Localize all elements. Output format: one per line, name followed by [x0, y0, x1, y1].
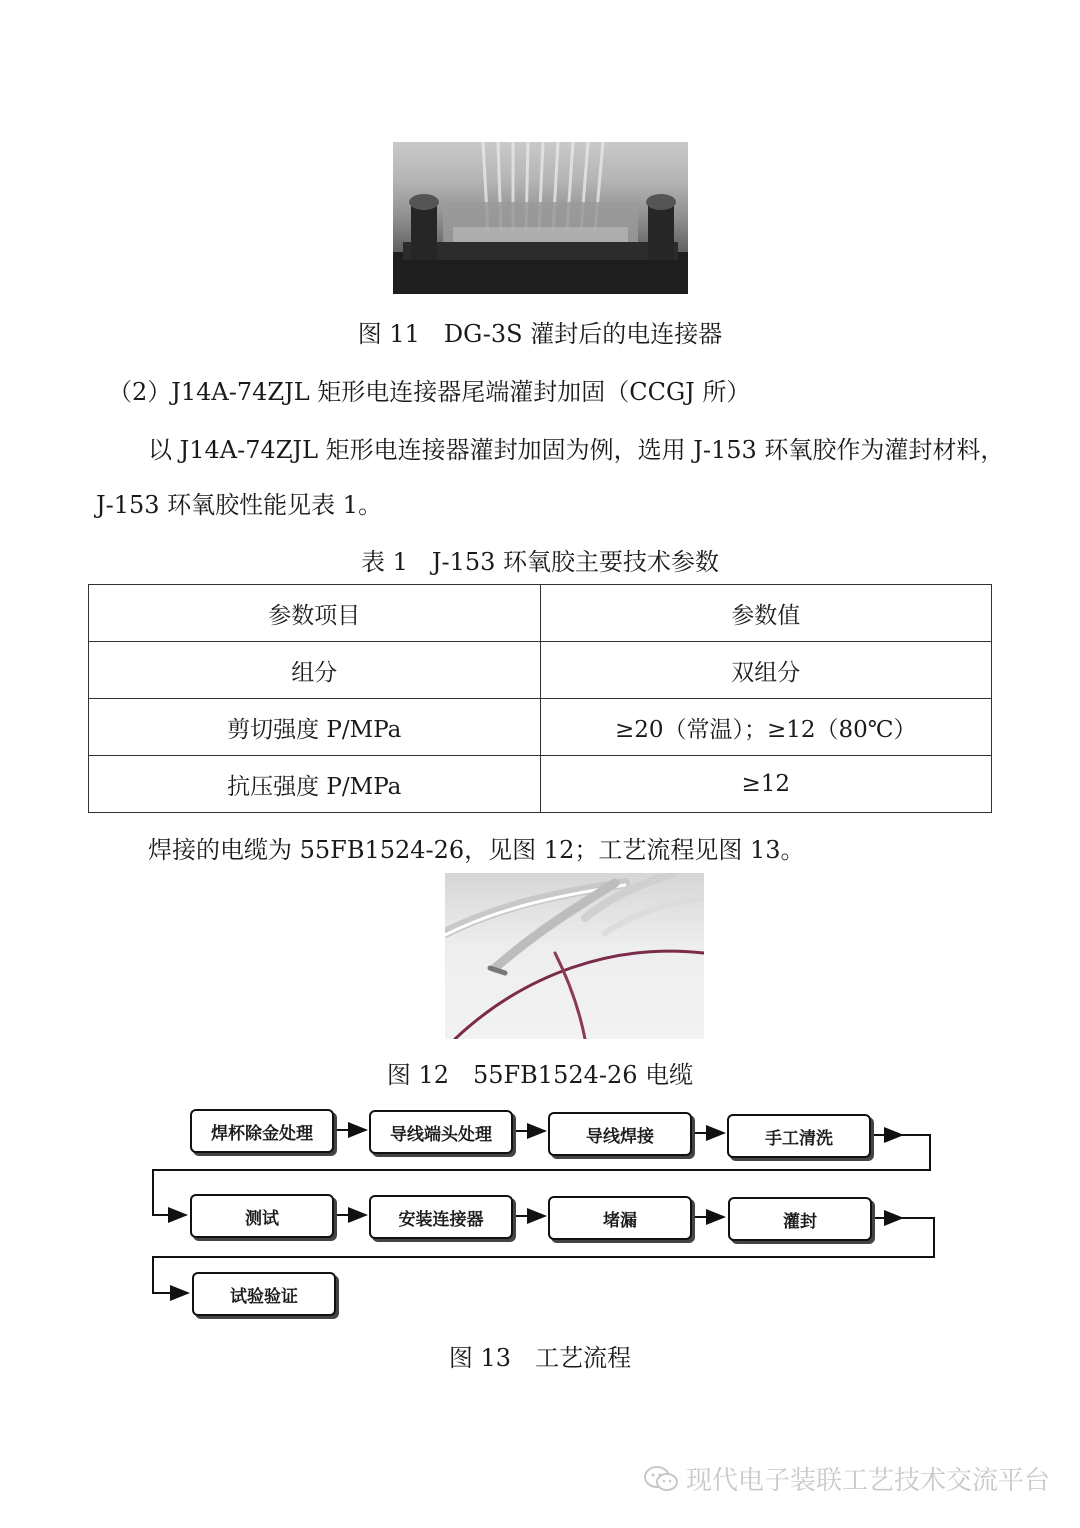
flow-step-leak-plug: 堵漏	[548, 1196, 692, 1240]
figure-12-caption: 图 12 55FB1524-26 电缆	[386, 1061, 694, 1089]
figure-11-caption: 图 11 DG-3S 灌封后的电连接器	[357, 320, 723, 348]
watermark-text: 现代电子装联工艺技术交流平台	[685, 1466, 1050, 1496]
paragraph-1-line-1: 以 J14A-74ZJL 矩形电连接器灌封加固为例，选用 J-153 环氧胶作为灌封材料，	[148, 436, 1005, 464]
flow-step-wire-soldering: 导线焊接	[548, 1112, 692, 1156]
table-cell: 组分	[89, 642, 541, 699]
flow-step-test: 测试	[190, 1194, 334, 1238]
flow-step-wire-end-prep: 导线端头处理	[369, 1110, 513, 1154]
table-cell: 抗压强度 P/MPa	[89, 756, 541, 813]
flow-step-potting: 灌封	[728, 1197, 872, 1241]
figure-13-caption: 图 13 工艺流程	[448, 1344, 632, 1372]
watermark	[644, 1460, 1050, 1497]
wechat-icon	[644, 1465, 678, 1493]
section-heading: （2）J14A-74ZJL 矩形电连接器尾端灌封加固（CCGJ 所）	[108, 378, 751, 406]
table-cell: ≥12	[540, 756, 992, 813]
table-cell: 剪切强度 P/MPa	[89, 699, 541, 756]
table-1-caption: 表 1 J-153 环氧胶主要技术参数	[360, 548, 720, 576]
table-header-cell: 参数值	[540, 585, 992, 642]
paragraph-2: 焊接的电缆为 55FB1524-26，见图 12；工艺流程见图 13。	[148, 836, 805, 864]
flow-step-verification: 试验验证	[192, 1272, 336, 1316]
table-header-cell: 参数项目	[89, 585, 541, 642]
flow-step-install-connector: 安装连接器	[369, 1195, 513, 1239]
table-cell: 双组分	[540, 642, 992, 699]
flow-step-manual-cleaning: 手工清洗	[727, 1114, 871, 1158]
flow-step-remove-gold: 焊杯除金处理	[190, 1109, 334, 1153]
paragraph-1-line-2: J-153 环氧胶性能见表 1。	[96, 491, 383, 519]
table-cell: ≥20（常温）；≥12（80℃）	[540, 699, 992, 756]
